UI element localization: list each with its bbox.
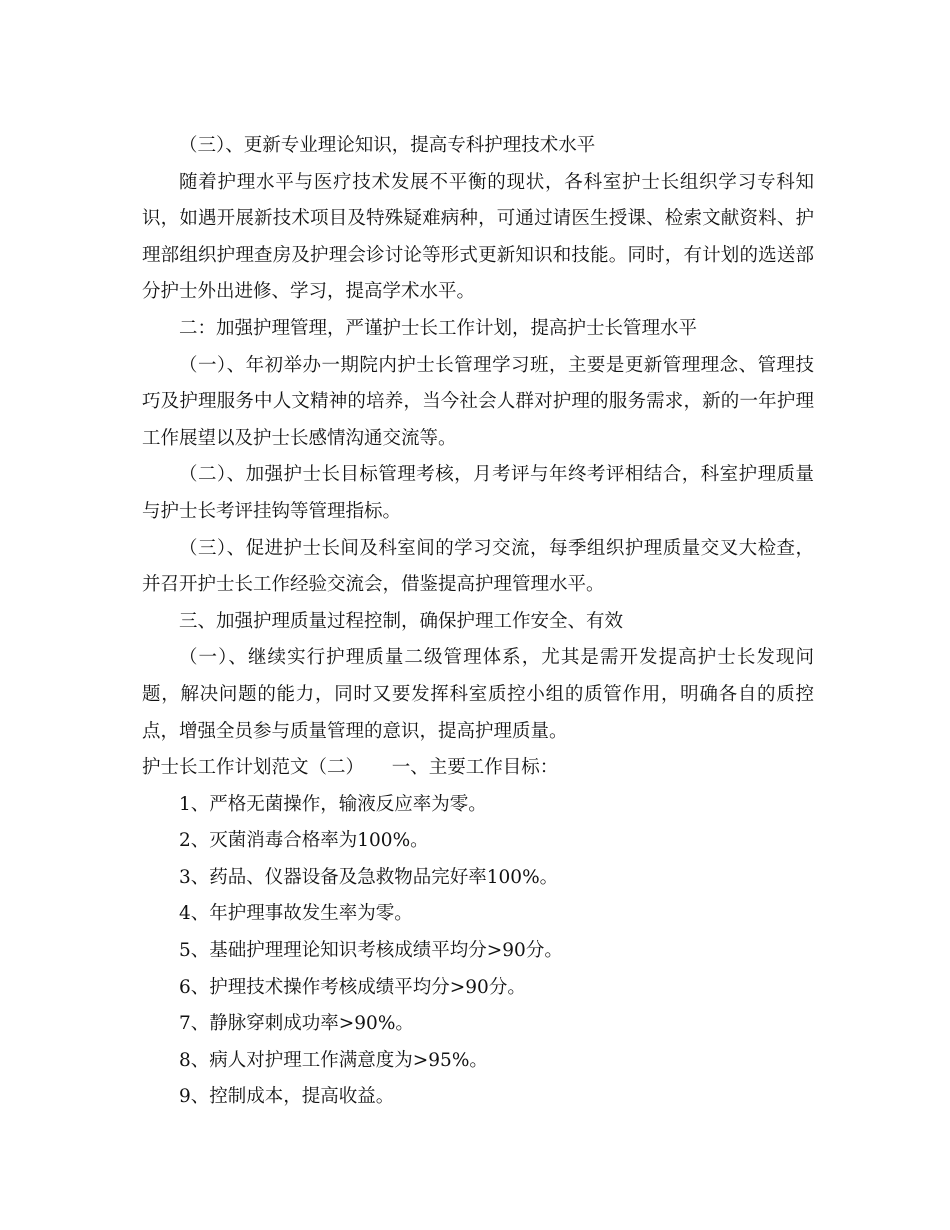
list-item: 7、静脉穿刺成功率>90%。 <box>179 1013 414 1035</box>
list-item: 9、控制成本，提高收益。 <box>179 1086 395 1108</box>
subsection-heading: （三）、更新专业理论知识，提高专科护理技术水平 <box>179 135 596 156</box>
list-item: 5、基础护理理论知识考核成绩平均分>90分。 <box>179 940 563 962</box>
list-item: 2、灭菌消毒合格率为100%。 <box>179 830 429 852</box>
body-paragraph: （一）、年初举办一期院内护士长管理学习班，主要是更新管理理念、管理技巧及护理服务中人文精神的培养，当今社会人群对护理的服务需求，新的一年护理工作展望以及护士长感情沟通交流等。 <box>142 354 814 449</box>
document-title-line: 护士长工作计划范文（二） 一、主要工作目标： <box>142 757 559 779</box>
section-heading: 三、加强护理质量过程控制，确保护理工作安全、有效 <box>179 610 624 632</box>
body-paragraph: （三）、促进护士长间及科室间的学习交流，每季组织护理质量交叉大检查，并召开护士长工作经验交流会，借鉴提高护理管理水平。 <box>142 537 814 596</box>
body-paragraph: （二）、加强护士长目标管理考核，月考评与年终考评相结合，科室护理质量与护士长考评挂钩等管理指标。 <box>142 464 814 522</box>
list-item: 4、年护理事故发生率为零。 <box>179 903 413 925</box>
body-paragraph: 随着护理水平与医疗技术发展不平衡的现状，各科室护士长组织学习专科知识，如遇开展新技术项目及特殊疑难病种，可通过请医生授课、检索文献资料、护理部组织护理查房及护理会诊讨论等形式更新知识和技能。同时，有计划的选送部分护士外出进修、学习，提高学术水平。 <box>142 171 814 303</box>
document-body <box>142 128 814 1116</box>
list-item: 6、护理技术操作考核成绩平均分>90分。 <box>179 976 526 998</box>
list-item: 8、病人对护理工作满意度为>95%。 <box>179 1049 488 1071</box>
list-item: 1、严格无菌操作，输液反应率为零。 <box>179 793 487 815</box>
list-item: 3、药品、仪器设备及急救物品完好率100%。 <box>179 866 559 888</box>
section-heading: 二：加强护理管理，严谨护士长工作计划，提高护士长管理水平 <box>179 317 698 339</box>
body-paragraph: （一）、继续实行护理质量二级管理体系，尤其是需开发提高护士长发现问题，解决问题的能力，同时又要发挥科室质控小组的质管作用，明确各自的质控点，增强全员参与质量管理的意识，提高护理质量。 <box>142 647 814 742</box>
